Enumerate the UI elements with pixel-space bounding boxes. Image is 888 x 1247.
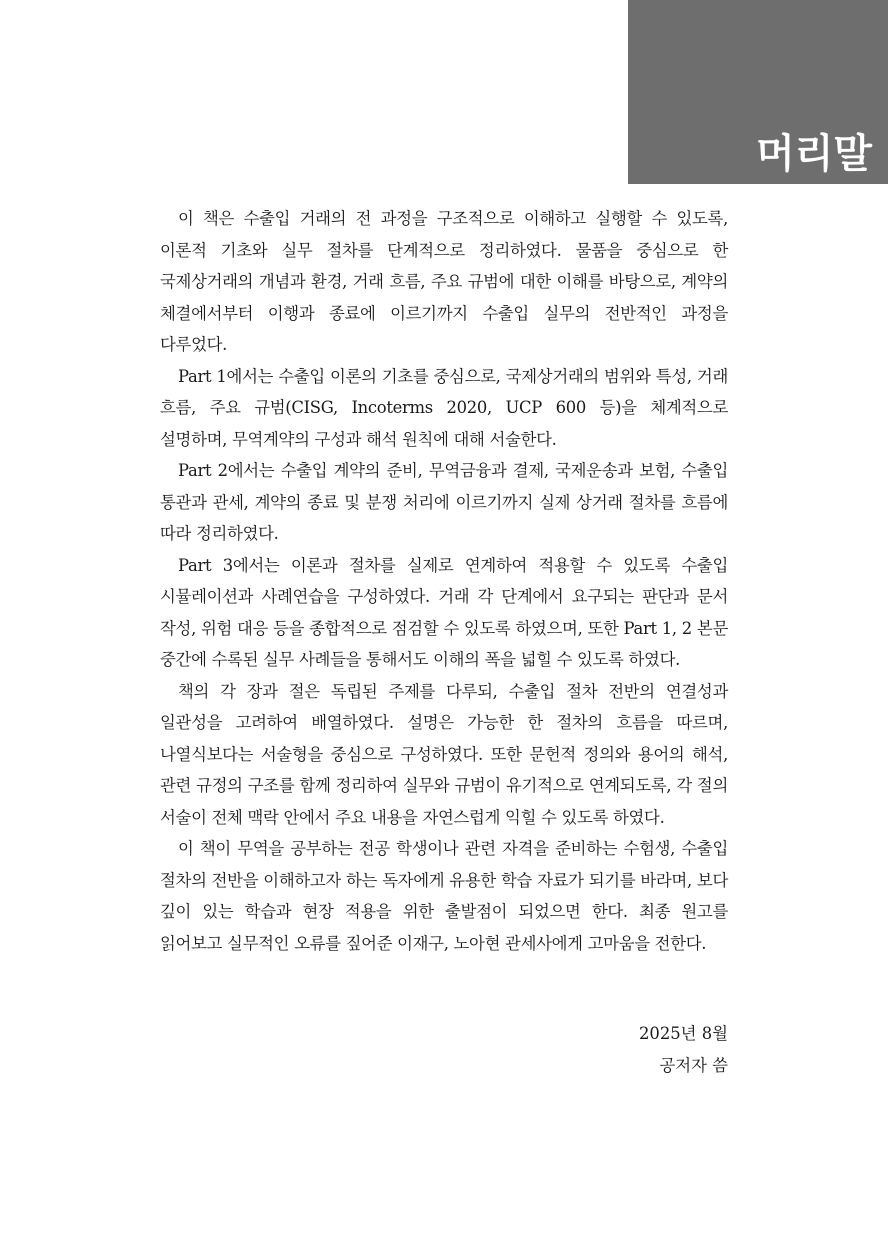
paragraph-part1: Part 1에서는 수출입 이론의 기초를 중심으로, 국제상거래의 범위와 특성, 거래 흐름, 주요 규범(CISG, Incoterms 2020, UCP 600 등)을 체계적으로 설명하며, 무역계약의 구성과 해석 원칙에 대해 서술한다.	[160, 366, 728, 449]
signature-date: 2025년 8월	[638, 1024, 728, 1043]
signature-block	[639, 1018, 728, 1081]
signature-author: 공저자 씀	[659, 1055, 728, 1075]
paragraph-structure: 책의 각 장과 절은 독립된 주제를 다루되, 수출입 절차 전반의 연결성과 일관성을 고려하여 배열하였다. 설명은 가능한 한 절차의 흐름을 따르며, 나열식보다는 서술형을 중심으로 구성하였다. 또한 문헌적 정의와 용어의 해석, 관련 규정의 구조를 함께 정리하여 실무와 규범이 유기적으로 연계되도록, 각 절의 서술이 전체 맥락 안에서 주요 내용을 자연스럽게 익힐 수 있도록 하였다.	[160, 681, 728, 827]
page-title: 머리말	[756, 131, 872, 177]
paragraph-intro: 이 책은 수출입 거래의 전 과정을 구조적으로 이해하고 실행할 수 있도록, 이론적 기초와 실무 절차를 단계적으로 정리하였다. 물품을 중심으로 한 국제상거래의 개념과 환경, 거래 흐름, 주요 규범에 대한 이해를 바탕으로, 계약의 체결에서부터 이행과 종료에 이르기까지 수출입 실무의 전반적인 과정을 다루었다.	[160, 209, 728, 354]
paragraph-closing: 이 책이 무역을 공부하는 전공 학생이나 관련 자격을 준비하는 수험생, 수출입 절차의 전반을 이해하고자 하는 독자에게 유용한 학습 자료가 되기를 바라며, 보다 깊이 있는 학습과 현장 적용을 위한 출발점이 되었으면 한다. 최종 원고를 읽어보고 실무적인 오류를 짚어준 이재구, 노아현 관세사에게 고마움을 전한다.	[160, 839, 728, 953]
paragraph-part3: Part 3에서는 이론과 절차를 실제로 연계하여 적용할 수 있도록 수출입 시뮬레이션과 사례연습을 구성하였다. 거래 각 단계에서 요구되는 판단과 문서 작성, 위험 대응 등을 종합적으로 점검할 수 있도록 하였으며, 또한 Part 1, 2 본문 중간에 수록된 실무 사례들을 통해서도 이해의 폭을 넓힐 수 있도록 하였다.	[160, 555, 728, 669]
paragraph-part2: Part 2에서는 수출입 계약의 준비, 무역금융과 결제, 국제운송과 보험, 수출입 통관과 관세, 계약의 종료 및 분쟁 처리에 이르기까지 실제 상거래 절차를 흐름에 따라 정리하였다.	[160, 461, 728, 543]
preface-body	[160, 203, 728, 959]
title-banner	[628, 0, 888, 184]
